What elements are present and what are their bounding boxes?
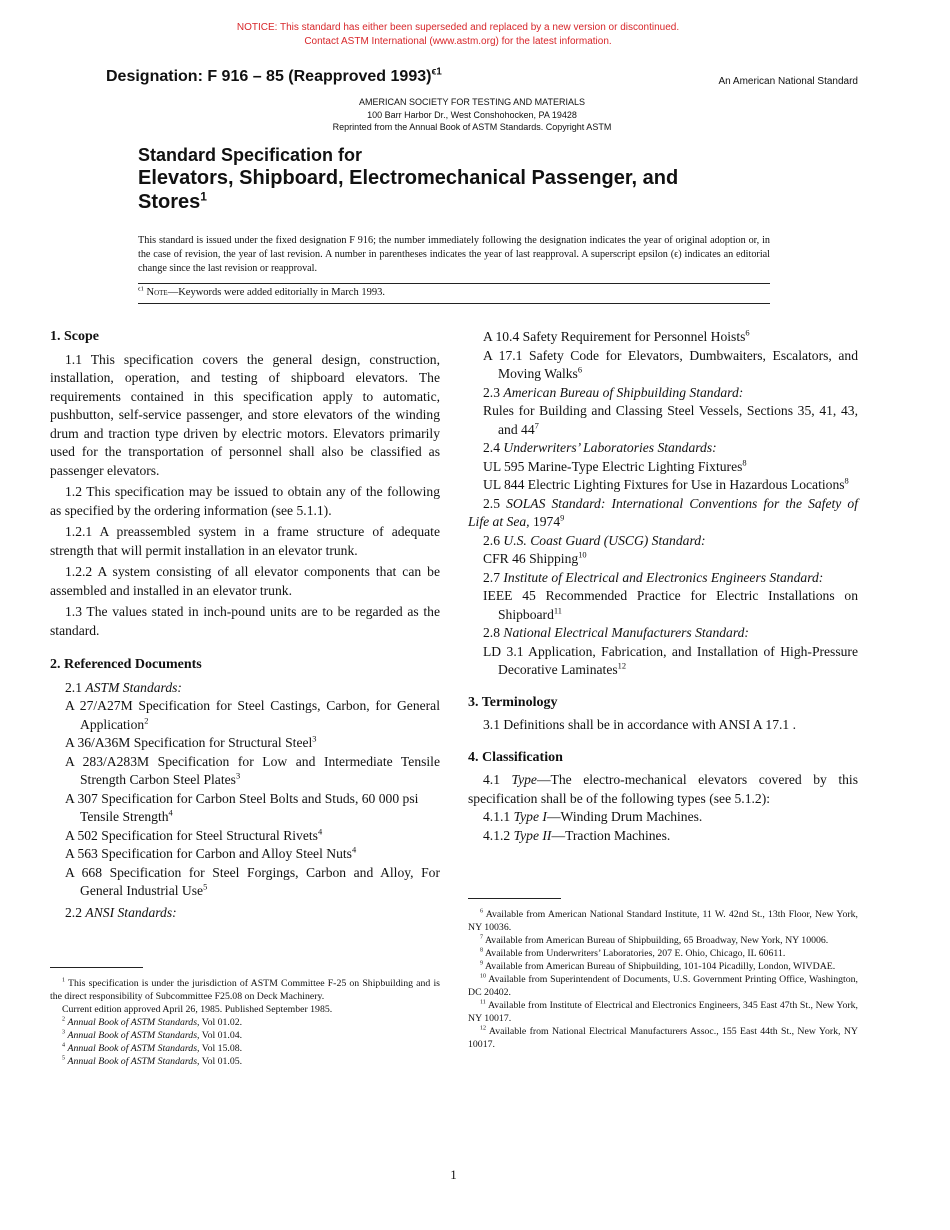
footnote-2-book: Annual Book of ASTM Standards, <box>67 1017 200 1028</box>
ref-a307-sup: 4 <box>168 807 173 818</box>
nema-standard-label <box>483 624 858 643</box>
ref-ieee45-text: IEEE 45 Recommended Practice for Electric Installations on Shipboard <box>483 588 858 622</box>
notice-line-1: NOTICE: This standard has either been superseded and replaced by a new version or discontinued. <box>236 22 680 33</box>
footnote-rule-left <box>50 967 143 968</box>
footnote-11-text: Available from Institute of Electrical and Electronics Engineers, 345 East 47th St., New York, NY 10017. <box>468 1000 858 1024</box>
para-4-1-1 <box>483 808 858 827</box>
astm-standards-label <box>65 679 440 698</box>
ref-ieee45 <box>483 587 858 624</box>
footnote-3-vol: Vol 01.04. <box>199 1030 243 1041</box>
footnote-11 <box>468 999 858 1025</box>
ieee-standard-label <box>468 569 858 588</box>
footnote-1-text: This specification is under the jurisdiction of ASTM Committee F-25 on Shipbuilding and is the direct responsibility of Subcommittee F25.08 on Deck Machinery. <box>50 978 440 1002</box>
footnote-2 <box>50 1016 440 1029</box>
ref-ld31 <box>483 643 858 680</box>
para-4-1-2 <box>483 827 858 846</box>
ref-a36-text: A 36/A36M Specification for Structural Steel <box>65 735 313 750</box>
designation-text: Designation: F 916 – 85 (Reapproved 1993) <box>106 68 432 85</box>
footnote-2-vol: Vol 01.02. <box>199 1017 243 1028</box>
footnote-6-text: Available from American National Standard Institute, 11 W. 42nd St., 13th Floor, New York, NY 10036. <box>468 909 858 933</box>
designation <box>106 68 442 86</box>
ref-cfr46-text: CFR 46 Shipping <box>483 551 579 566</box>
solas-year: 1974 <box>529 514 561 529</box>
ref-a283 <box>65 753 440 790</box>
ul-num: 2.4 <box>483 440 500 455</box>
ref-a668 <box>65 864 440 901</box>
footnote-6-sup: 6 <box>480 908 484 915</box>
ref-a283-sup: 3 <box>235 770 241 781</box>
solas-num: 2.5 <box>483 495 500 511</box>
footnote-12 <box>468 1025 858 1051</box>
ul-standards-label <box>483 439 858 458</box>
ref-a563 <box>65 845 440 864</box>
document-title <box>138 144 778 214</box>
ref-a502-sup: 4 <box>317 825 323 836</box>
footnote-4-sup: 4 <box>62 1042 66 1049</box>
notice-line-2: Contact ASTM International (www.astm.org) for the latest information. <box>304 36 612 47</box>
ref-a502-text: A 502 Specification for Steel Structural Rivets <box>65 827 318 843</box>
ref-a36-sup: 3 <box>312 733 317 744</box>
footnote-9-text: Available from American Bureau of Shipbuilding, 101-104 Picadilly, London, WIVDAE. <box>484 961 836 972</box>
reprint-notice: Reprinted from the Annual Book of ASTM Standards. Copyright ASTM <box>332 122 612 132</box>
ref-a502 <box>65 827 440 846</box>
ref-a17-1 <box>483 347 858 384</box>
scope-heading: 1. Scope <box>50 329 99 344</box>
footnote-9 <box>468 960 858 973</box>
footnote-1-current: Current edition approved April 26, 1985. Published September 1985. <box>62 1004 333 1015</box>
ref-cfr46 <box>483 550 858 569</box>
issue-statement: This standard is issued under the fixed designation F 916; the number immediately following the designation indicates the year of original adoption or, in the case of revision, the year of last revision. A number in parentheses indicates the year of last reapproval. A superscript epsilon (ϵ) indicates an editorial change since the last revision or reapproval. <box>138 235 770 274</box>
footnote-4 <box>50 1042 440 1055</box>
title-footnote-ref: 1 <box>200 189 207 204</box>
footnote-7 <box>468 934 858 947</box>
ref-ld31-text: LD 3.1 Application, Fabrication, and Installation of High-Pressure Decorative Laminates <box>483 643 858 677</box>
rule-top <box>138 283 770 284</box>
rule-bottom <box>138 303 770 304</box>
title-line-3 <box>138 190 778 214</box>
astm-label: ASTM Standards: <box>85 679 182 695</box>
solas-standard <box>468 495 858 532</box>
footnote-5-sup: 5 <box>62 1055 66 1062</box>
footnote-10 <box>468 973 858 999</box>
nema-num: 2.8 <box>483 625 500 640</box>
para-4-1-2-num: 4.1.2 <box>483 827 511 843</box>
para-1-1: 1.1 This specification covers the general design, construction, installation, operation, and testing of shipboard elevators. The requirements contained in this specification apply to automatic, pushbutton, self-service passenger, and store elevators of the winding drum and traction type driven by electric motors. Elevators primarily used for the transportation of personnel shall also be classified as passenger elevators. <box>50 351 440 478</box>
para-4-1-1-text: —Winding Drum Machines. <box>546 809 703 824</box>
footnote-2-sup: 2 <box>62 1016 66 1023</box>
footnote-6 <box>468 908 858 934</box>
para-4-1-term: Type <box>511 772 537 787</box>
ref-a668-text: A 668 Specification for Steel Forgings, Carbon and Alloy, For General Industrial Use <box>65 864 440 898</box>
ref-a10-4-text: A 10.4 Safety Requirement for Personnel Hoists <box>483 329 746 344</box>
society-block <box>0 96 944 134</box>
ref-a10-4 <box>483 328 858 347</box>
classification-heading: 4. Classification <box>468 749 563 765</box>
withdrawn-notice <box>0 21 916 49</box>
ref-cfr46-sup: 10 <box>578 549 587 560</box>
footnote-10-sup: 10 <box>480 973 487 980</box>
epsilon-note-text: —Keywords were added editorially in March 1993. <box>167 287 385 298</box>
footnote-7-text: Available from American Bureau of Shipbuilding, 65 Broadway, New York, NY 10006. <box>484 935 829 946</box>
para-4-1-2-text: —Traction Machines. <box>551 827 671 843</box>
title-line-3-text: Stores <box>138 191 201 213</box>
ref-a27-sup: 2 <box>144 714 149 725</box>
footnote-8-sup: 8 <box>480 947 484 954</box>
footnote-12-sup: 12 <box>480 1025 487 1032</box>
solas-sup: 9 <box>560 512 565 523</box>
page-number: 1 <box>450 1167 457 1182</box>
para-4-1-1-term: Type I <box>513 809 547 824</box>
left-footnotes <box>50 977 440 1068</box>
footnote-9-sup: 9 <box>480 960 484 967</box>
ref-a668-sup: 5 <box>203 881 208 892</box>
ieee-label: Institute of Electrical and Electronics Engineers Standard: <box>503 569 824 585</box>
uscg-standard-label <box>483 532 858 551</box>
footnote-5-book: Annual Book of ASTM Standards, <box>67 1056 200 1067</box>
footnote-11-sup: 11 <box>480 999 486 1006</box>
epsilon-note <box>138 287 385 298</box>
designation-epsilon: ϵ1 <box>431 66 442 78</box>
footnote-8-text: Available from Underwriters’ Laboratories, 207 E. Ohio, Chicago, IL 60611. <box>484 948 786 959</box>
para-1-3: 1.3 The values stated in inch-pound units are to be regarded as the standard. <box>50 604 440 638</box>
referenced-heading: 2. Referenced Documents <box>50 657 202 672</box>
nema-label: National Electrical Manufacturers Standard: <box>503 625 749 640</box>
footnote-10-text: Available from Superintendent of Documents, U.S. Government Printing Office, Washington, DC 20402. <box>468 974 858 998</box>
ref-ul595-text: UL 595 Marine-Type Electric Lighting Fixtures <box>483 458 743 474</box>
footnote-5 <box>50 1055 440 1068</box>
ref-a283-text: A 283/A283M Specification for Low and Intermediate Tensile Strength Carbon Steel Plates <box>65 753 440 787</box>
footnote-12-text: Available from National Electrical Manufacturers Assoc., 155 East 44th St., New York, NY 10017. <box>468 1026 858 1050</box>
title-line-2: Elevators, Shipboard, Electromechanical Passenger, and <box>138 167 679 189</box>
ref-a307-text: A 307 Specification for Carbon Steel Bolts and Studs, 60 000 psi Tensile Strength <box>65 790 419 824</box>
ref-a36 <box>65 734 440 753</box>
footnote-4-book: Annual Book of ASTM Standards, <box>67 1043 200 1054</box>
footnote-1-sup: 1 <box>62 977 66 984</box>
footnote-3-book: Annual Book of ASTM Standards, <box>67 1030 200 1041</box>
ansi-standards-label <box>65 904 440 923</box>
right-column <box>468 328 858 845</box>
ref-a17-1-text: A 17.1 Safety Code for Elevators, Dumbwaiters, Escalators, and Moving Walks <box>483 347 858 381</box>
astm-num: 2.1 <box>65 679 82 695</box>
society-name: AMERICAN SOCIETY FOR TESTING AND MATERIALS <box>358 97 586 107</box>
title-line-1: Standard Specification for <box>138 145 363 165</box>
para-1-2: 1.2 This specification may be issued to obtain any of the following as specified by the ordering information (see 5.1.1). <box>50 484 440 518</box>
para-1-2-1: 1.2.1 A preassembled system in a frame structure of adequate strength that will permit installation in an elevator trunk. <box>50 524 440 558</box>
abs-label: American Bureau of Shipbuilding Standard: <box>503 384 744 400</box>
para-4-1-text: —The electro-mechanical elevators covered by this specification shall be of the following types (see 5.1.2): <box>468 772 858 806</box>
ref-a17-1-sup: 6 <box>577 364 583 375</box>
para-4-1 <box>468 771 858 808</box>
ref-a27 <box>65 697 440 734</box>
ref-a10-4-sup: 6 <box>745 327 750 338</box>
footnote-3-sup: 3 <box>62 1029 66 1036</box>
american-national-standard: An American National Standard <box>718 76 858 87</box>
ref-abs-rules-text: Rules for Building and Classing Steel Vessels, Sections 35, 41, 43, and 44 <box>483 403 858 437</box>
footnote-3 <box>50 1029 440 1042</box>
para-4-1-1-num: 4.1.1 <box>483 809 511 824</box>
ul-label: Underwriters’ Laboratories Standards: <box>503 440 717 455</box>
ref-ul595-sup: 8 <box>742 456 747 467</box>
footnote-7-sup: 7 <box>480 934 484 941</box>
ref-abs-rules <box>483 402 858 439</box>
terminology-heading: 3. Terminology <box>468 694 558 710</box>
ref-ul844 <box>483 476 858 495</box>
epsilon-note-label: Note <box>146 287 168 298</box>
abs-standard-label <box>483 384 858 403</box>
epsilon-note-sup: ϵ1 <box>138 285 144 293</box>
footnote-8 <box>468 947 858 960</box>
footnote-rule-right <box>468 898 561 899</box>
ieee-num: 2.7 <box>483 569 500 585</box>
ref-abs-rules-sup: 7 <box>534 419 539 430</box>
left-column <box>50 328 440 922</box>
ref-ul844-sup: 8 <box>844 475 849 486</box>
ref-a307 <box>65 790 440 827</box>
abs-num: 2.3 <box>483 384 500 400</box>
ref-a27-text: A 27/A27M Specification for Steel Castings, Carbon, for General Application <box>65 698 440 732</box>
ansi-num: 2.2 <box>65 904 82 920</box>
para-3-1: 3.1 Definitions shall be in accordance with ANSI A 17.1 . <box>483 717 796 732</box>
footnote-5-vol: Vol 01.05. <box>199 1056 243 1067</box>
society-address: 100 Barr Harbor Dr., West Conshohocken, PA 19428 <box>367 109 577 120</box>
ref-a563-sup: 4 <box>351 844 357 855</box>
para-4-1-2-term: Type II <box>513 827 552 843</box>
ref-ieee45-sup: 11 <box>553 604 562 615</box>
ref-ld31-sup: 12 <box>617 660 627 671</box>
uscg-num: 2.6 <box>483 532 500 548</box>
footnote-1 <box>50 977 440 1003</box>
ref-ul595 <box>483 458 858 477</box>
ref-a563-text: A 563 Specification for Carbon and Alloy Steel Nuts <box>65 846 352 861</box>
para-1-2-2: 1.2.2 A system consisting of all elevator components that can be assembled and installed in an elevator trunk. <box>50 564 440 598</box>
solas-label: SOLAS Standard: International Conventions for the Safety of Life at Sea, <box>468 495 858 529</box>
right-footnotes <box>468 908 858 1051</box>
para-4-1-num: 4.1 <box>483 772 500 787</box>
uscg-label: U.S. Coast Guard (USCG) Standard: <box>503 532 706 548</box>
ref-ul844-text: UL 844 Electric Lighting Fixtures for Use in Hazardous Locations <box>483 477 845 492</box>
footnote-4-vol: Vol 15.08. <box>199 1043 243 1054</box>
ansi-label: ANSI Standards: <box>85 904 177 920</box>
